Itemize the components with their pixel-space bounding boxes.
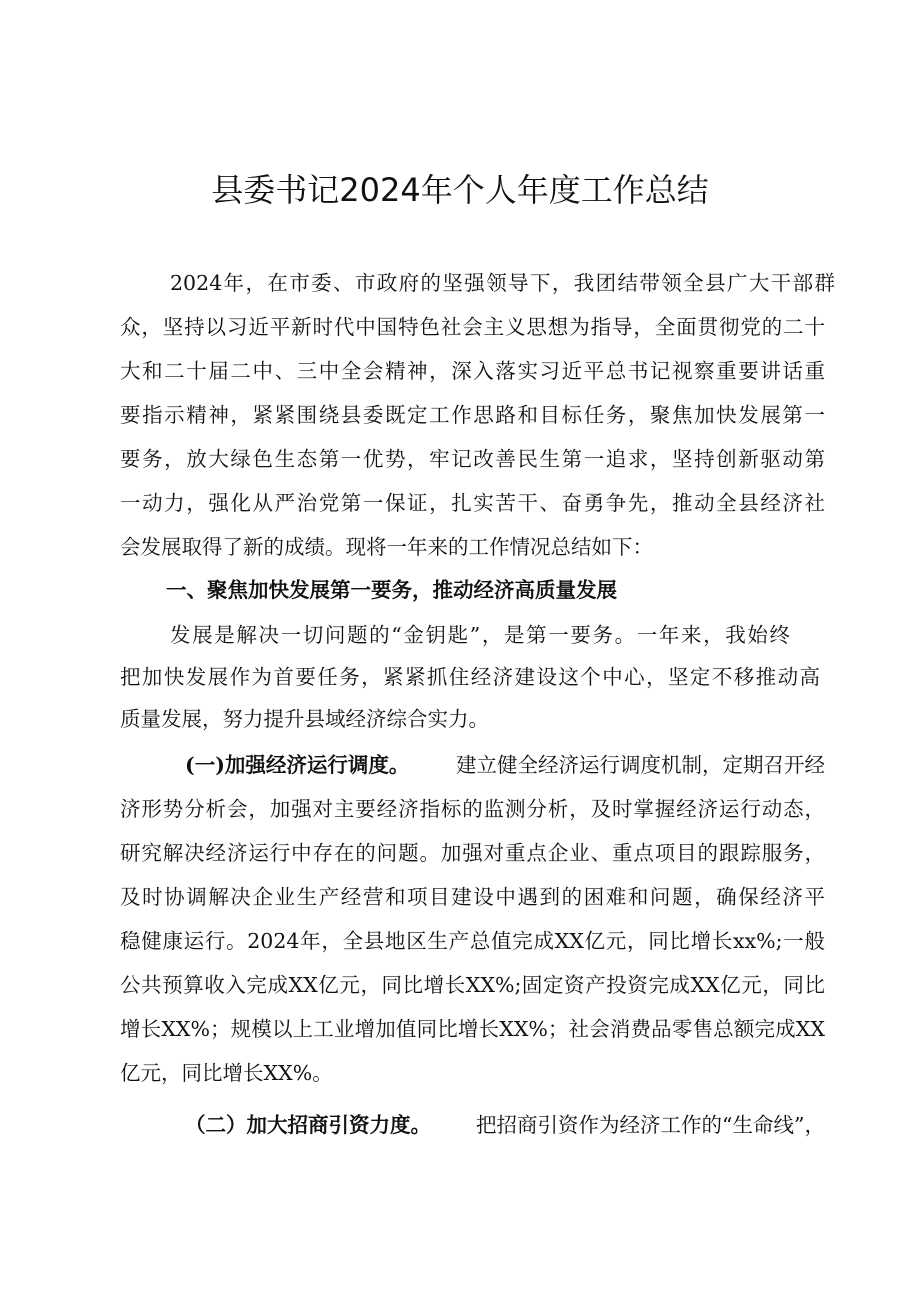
subsection-1-heading: (一)加强经济运行调度。 (185, 753, 410, 777)
document-title: 县委书记2024年个人年度工作总结 (211, 171, 709, 209)
subsection-1-line-3: 研究解决经济运行中存在的问题。加强对重点企业、重点项目的跟踪服务， (120, 841, 825, 865)
intro-line-7: 会发展取得了新的成绩。现将一年来的工作情况总结如下： (120, 535, 653, 559)
subsection-1-line-8: 亿元，同比增长XX%。 (120, 1061, 333, 1085)
section-1-para-line-3: 质量发展，努力提升县域经济综合实力。 (120, 707, 489, 731)
subsection-1-line-6: 公共预算收入完成XX亿元，同比增长XX%;固定资产投资完成XX亿元，同比 (120, 973, 825, 997)
subsection-2-first-line-text: 把招商引资作为经济工作的“生命线”， (476, 1113, 825, 1137)
subsection-1-line-5: 稳健康运行。2024年，全县地区生产总值完成XX亿元，同比增长xx%;一般 (120, 929, 825, 953)
subsection-1-first-line (185, 750, 825, 780)
subsection-1-line-4: 及时协调解决企业生产经营和项目建设中遇到的困难和问题，确保经济平 (120, 885, 825, 909)
subsection-2-heading: （二）加大招商引资力度。 (185, 1113, 431, 1137)
subsection-1-first-line-text: 建立健全经济运行调度机制，定期召开经 (456, 753, 825, 777)
intro-line-4: 要指示精神，紧紧围绕县委既定工作思路和目标任务，聚焦加快发展第一 (120, 403, 825, 427)
section-1-para-line-2: 把加快发展作为首要任务，紧紧抓住经济建设这个中心，坚定不移推动高 (120, 665, 820, 689)
intro-line-1: 2024年，在市委、市政府的坚强领导下，我团结带领全县广大干部群 (170, 271, 835, 295)
section-1-para-line-1: 发展是解决一切问题的“金钥匙”，是第一要务。一年来，我始终 (170, 623, 790, 647)
subsection-1-line-7: 增长XX%；规模以上工业增加值同比增长XX%；社会消费品零售总额完成XX (120, 1017, 825, 1041)
subsection-1-line-2: 济形势分析会，加强对主要经济指标的监测分析，及时掌握经济运行动态， (120, 797, 825, 821)
intro-line-3: 大和二十届二中、三中全会精神，深入落实习近平总书记视察重要讲话重 (120, 359, 825, 383)
subsection-2-first-line (185, 1110, 825, 1140)
section-1-heading: 一、聚焦加快发展第一要务，推动经济高质量发展 (166, 578, 617, 602)
intro-line-6: 一动力，强化从严治党第一保证，扎实苦干、奋勇争先，推动全县经济社 (120, 491, 825, 515)
intro-line-2: 众，坚持以习近平新时代中国特色社会主义思想为指导，全面贯彻党的二十 (120, 315, 825, 339)
intro-line-5: 要务，放大绿色生态第一优势，牢记改善民生第一追求，坚持创新驱动第 (120, 447, 825, 471)
